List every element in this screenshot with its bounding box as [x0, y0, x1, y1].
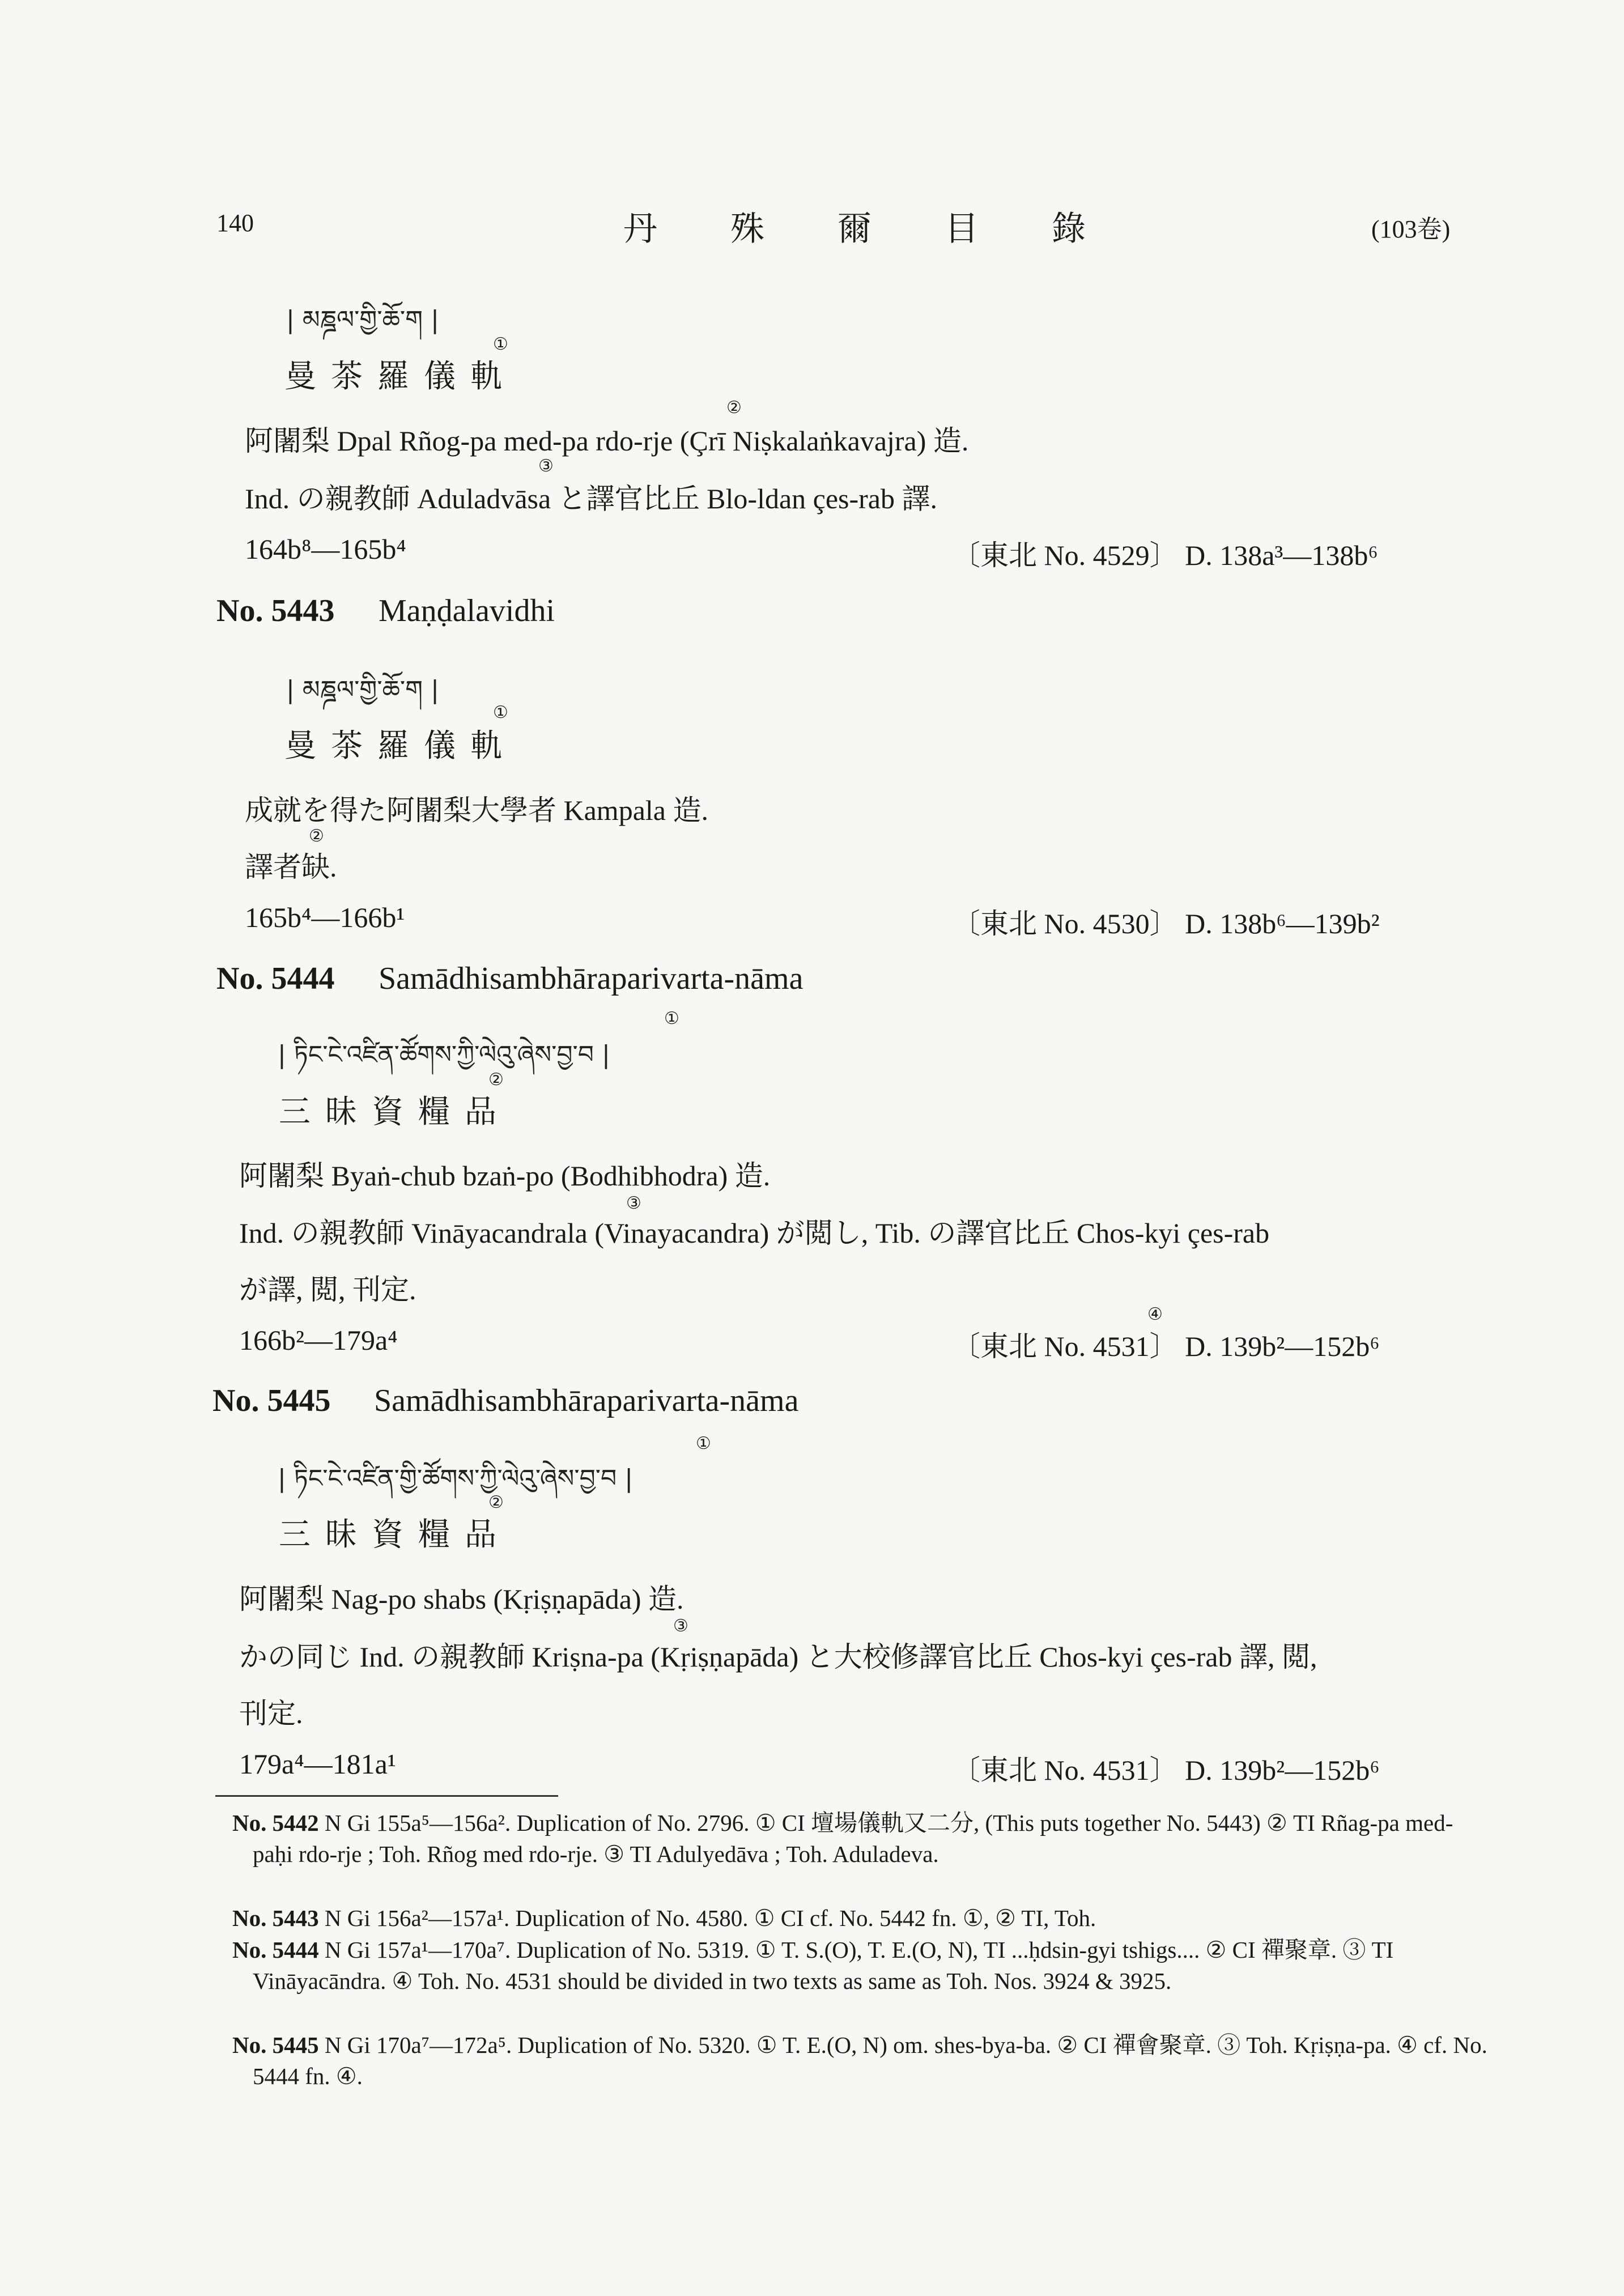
- entry-number: No. 5443: [216, 593, 335, 628]
- footnote-mark: ①: [696, 1434, 711, 1453]
- folio-location: 166b²—179a⁴: [239, 1324, 398, 1356]
- footnote-mark: ①: [664, 1009, 679, 1028]
- entry-number: No. 5445: [212, 1383, 331, 1418]
- footnote-number: No. 5442: [232, 1810, 319, 1836]
- footnote-mark: ①: [493, 334, 508, 354]
- footnote-number: No. 5444: [232, 1937, 319, 1963]
- footnote-number: No. 5445: [232, 2032, 319, 2058]
- footnote-mark: ③: [538, 456, 554, 476]
- page-number: 140: [216, 209, 254, 237]
- title-char: 殊: [730, 210, 765, 248]
- translator-line: Ind. の親教師 Vināyacandrala (Vinayacandra) が閲し, Tib. の譯官比丘 Chos-kyi çes-rab: [239, 1217, 1270, 1249]
- title-char: 目: [945, 210, 979, 248]
- folio-location: 164b⁸—165b⁴: [245, 533, 406, 565]
- tibetan-title: | ཏིང་ངེ་འཛིན་ཚོགས་ཀྱི་ལེའུ་ཞེས་བྱ་བ |: [278, 1040, 610, 1069]
- entry-number: No. 5444: [216, 961, 335, 996]
- footnote: [232, 1808, 1488, 1870]
- translator-line: が譯, 閲, 刊定.: [239, 1274, 416, 1306]
- footnote-mark: ③: [673, 1616, 688, 1636]
- footnote-mark: ②: [309, 826, 324, 846]
- entry-name: Maṇḍalavidhi: [379, 593, 555, 628]
- author-line: 阿闍梨 Nag-po shabs (Kṛiṣṇapāda) 造.: [239, 1583, 684, 1615]
- folio-location: 179a⁴—181a¹: [239, 1748, 396, 1780]
- footnote: [232, 1903, 1488, 1934]
- author-line: 阿闍梨 Byaṅ-chub bzaṅ-po (Bodhibhodra) 造.: [239, 1160, 771, 1192]
- footnote-mark: ③: [626, 1193, 641, 1213]
- footnote-text: N Gi 155a⁵—156a². Duplication of No. 2796. ① CI 壇場儀軌又二分, (This puts together No. 5443) ② TI Rñag-pa med-paḥi rdo-rje ; Toh. Rñog med rdo-rje. ③ TI Adulyedāva ; Toh. Aduladeva.: [253, 1810, 1453, 1867]
- translator-line: Ind. の親教師 Aduladvāsa と譯官比丘 Blo-ldan çes-rab 譯.: [245, 483, 937, 515]
- chinese-title: 三昧資糧品: [279, 1516, 511, 1553]
- reference: 〔東北 No. 4531〕 D. 139b²—152b⁶: [952, 1330, 1380, 1362]
- translator-line: かの同じ Ind. の親教師 Kriṣna-pa (Kṛiṣṇapāda) と大校修譯官比丘 Chos-kyi çes-rab 譯, 閲,: [239, 1641, 1317, 1673]
- footnote-text: N Gi 156a²—157a¹. Duplication of No. 4580. ① CI cf. No. 5442 fn. ①, ② TI, Toh.: [318, 1905, 1096, 1931]
- footnote-mark: ②: [726, 398, 742, 418]
- translator-line: 譯者缺.: [245, 851, 337, 883]
- title-char: 錄: [1052, 210, 1086, 248]
- tibetan-title: | མཎྜལ་གྱི་ཆོ་ག |: [286, 675, 439, 704]
- footnote: [232, 1934, 1488, 1997]
- footnote-rule: [215, 1795, 558, 1797]
- entry-name: Samādhisambhāraparivarta-nāma: [374, 1383, 799, 1418]
- footnote-mark: ④: [1147, 1304, 1163, 1324]
- chinese-title: 曼茶羅儀軌: [284, 728, 517, 764]
- footnote: [232, 2030, 1488, 2092]
- title-char: 爾: [837, 210, 872, 248]
- chinese-title: 曼茶羅儀軌: [284, 358, 517, 395]
- volume-label: (103卷): [1371, 215, 1451, 243]
- footnote-number: No. 5443: [232, 1905, 319, 1931]
- reference: 〔東北 No. 4529〕 D. 138a³—138b⁶: [952, 539, 1378, 571]
- folio-location: 165b⁴—166b¹: [245, 902, 405, 933]
- tibetan-title: | མཎྜལ་གྱི་ཆོ་ག |: [286, 305, 439, 334]
- footnote-text: N Gi 157a¹—170a⁷. Duplication of No. 5319. ① T. S.(O), T. E.(O, N), TI ...ḥdsin-gyi tshigs.... ② CI 禪聚章. ③ TI Vināyacāndra. ④ Toh. No. 4531 should be divided in two texts as same as Toh. Nos. 3924 & 3925.: [253, 1937, 1394, 1994]
- reference: 〔東北 No. 4531〕 D. 139b²—152b⁶: [952, 1754, 1380, 1786]
- tibetan-title: | ཏིང་ངེ་འཛིན་གྱི་ཚོགས་ཀྱི་ལེའུ་ཞེས་བྱ་བ |: [278, 1464, 634, 1493]
- footnote-mark: ②: [488, 1493, 504, 1512]
- chinese-title: 三昧資糧品: [279, 1094, 511, 1130]
- author-line: 阿闍梨 Dpal Rñog-pa med-pa rdo-rje (Çrī Niṣkalaṅkavajra) 造.: [245, 425, 969, 457]
- author-line: 成就を得た阿闍梨大學者 Kampala 造.: [245, 794, 708, 826]
- footnote-mark: ①: [493, 703, 508, 722]
- translator-line: 刊定.: [239, 1698, 303, 1729]
- title-char: 丹: [623, 210, 658, 248]
- running-title: [623, 202, 1086, 250]
- footnote-mark: ②: [488, 1070, 504, 1090]
- entry-name: Samādhisambhāraparivarta-nāma: [379, 961, 804, 996]
- footnote-text: N Gi 170a⁷—172a⁵. Duplication of No. 5320. ① T. E.(O, N) om. shes-bya-ba. ② CI 禪會聚章. ③ Toh. Kṛiṣṇa-pa. ④ cf. No. 5444 fn. ④.: [253, 2032, 1487, 2089]
- reference: 〔東北 No. 4530〕 D. 138b⁶—139b²: [952, 908, 1380, 939]
